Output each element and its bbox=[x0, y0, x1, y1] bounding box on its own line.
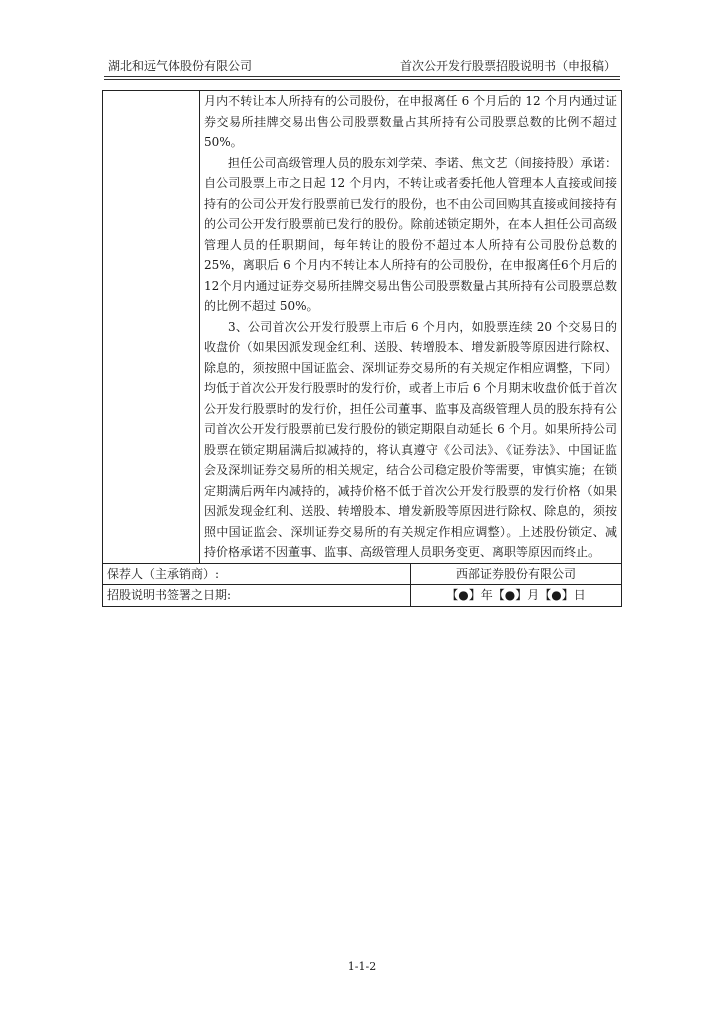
page-number: 1-1-2 bbox=[347, 960, 377, 973]
header-document-title: 首次公开发行股票招股说明书（申报稿） bbox=[399, 59, 616, 73]
commitment-label-cell bbox=[103, 91, 200, 564]
signing-date-label: 招股说明书签署之日期: bbox=[103, 585, 411, 607]
commitment-text-cell bbox=[200, 91, 622, 564]
commitment-row bbox=[103, 91, 622, 564]
info-table bbox=[102, 90, 622, 607]
sponsor-row bbox=[103, 563, 622, 585]
signing-date-row bbox=[103, 585, 622, 607]
header-company-name: 湖北和远气体股份有限公司 bbox=[108, 59, 253, 73]
commitment-paragraph: 月内不转让本人所持有的公司股份，在申报离任 6 个月后的 12 个月内通过证券交易所挂牌交易出售公司股票数量占其所持有公司股票总数的比例不超过 50%。 bbox=[204, 94, 617, 149]
header-divider bbox=[104, 79, 620, 80]
commitment-paragraph: 3、公司首次公开发行股票上市后 6 个月内，如股票连续 20 个交易日的收盘价（如果因派发现金红利、送股、转增股本、增发新股等原因进行除权、除息的，须按照中国证监会、深圳证券交易所的有关规定作相应调整，下同）均低于首次公开发行股票时的发行价，或者上市后 6 个月期末收盘价低于首次公开发行股票时的发行价，担任公司董事、监事及高级管理人员的股东持有公司首次公开发行股票前已发行股份的锁定期限自动延长 6 个月。如果所持公司股票在锁定期届满后拟减持的，将认真遵守《公司法》、《证券法》、中国证监会及深圳证券交易所的相关规定，结合公司稳定股价等需要，审慎实施；在锁定期满后两年内减持的，减持价格不低于首次公开发行股票的发行价格（如果因派发现金红利、送股、转增股本、增发新股等原因进行除权、除息的，须按照中国证监会、深圳证券交易所的有关规定作相应调整）。上述股份锁定、减持价格承诺不因董事、监事、高级管理人员职务变更、离职等原因而终止。 bbox=[204, 319, 617, 559]
signing-date-value: 【●】年【●】月【●】日 bbox=[411, 585, 622, 607]
page-header bbox=[104, 56, 620, 77]
sponsor-value: 西部证券股份有限公司 bbox=[411, 563, 622, 585]
sponsor-label: 保荐人（主承销商）: bbox=[103, 563, 411, 585]
commitment-paragraph: 担任公司高级管理人员的股东刘学荣、李诺、焦文艺（间接持股）承诺：自公司股票上市之日起 12 个月内，不转让或者委托他人管理本人直接或间接持有的公司公开发行股票前已发行的股份，也不由公司回购其直接或间接持有的公司公开发行股票前已发行的股份。除前述锁定期外，在本人担任公司高级管理人员的任职期间，每年转让的股份不超过本人所持有公司股份总数的 25%，离职后 6 个月内不转让本人所持有的公司股份，在申报离任6个月后的12个月内通过证券交易所挂牌交易出售公司股票数量占其所持有公司股票总数的比例不超过 50%。 bbox=[204, 155, 617, 313]
